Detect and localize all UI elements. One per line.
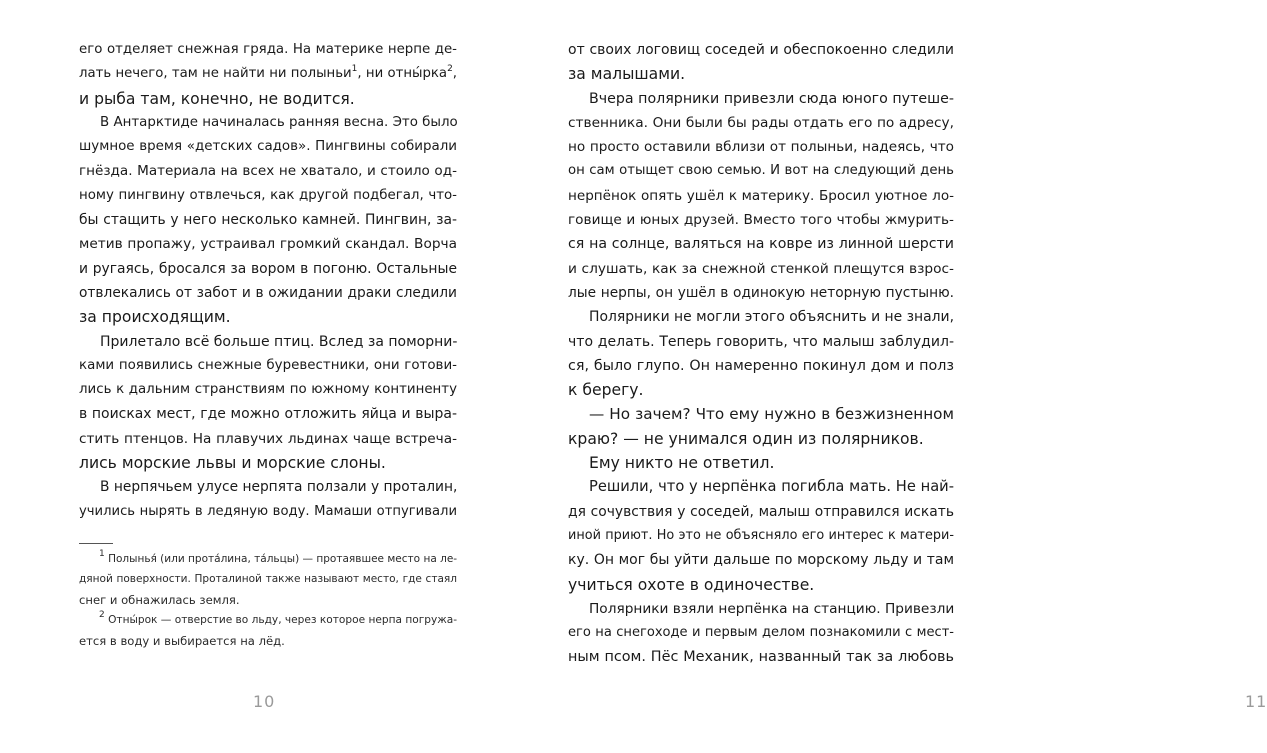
- footnote-1-marker: 1: [99, 549, 105, 559]
- text-line: учились нырять в ледяную воду. Мамаши отпугивали: [79, 503, 457, 519]
- text-line: Решили, что у нерпёнка погибла мать. Не най-: [589, 478, 954, 496]
- text-segment: , ни отны́рка: [357, 66, 448, 82]
- text-line: ся, было глупо. Он намеренно покинул дом и полз: [568, 357, 954, 374]
- footnote-1-line: дяной поверхности. Проталиной также называют место, где стаял: [79, 573, 457, 586]
- text-line: ся на солнце, валяться на ковре из линной шерсти: [568, 236, 954, 253]
- text-line: ному пингвину отвлечься, как другой подбегал, что-: [79, 187, 457, 203]
- text-line: но просто оставили вблизи от полыньи, надеясь, что: [568, 139, 954, 156]
- footnotes: [79, 549, 457, 651]
- footnote-ref-1[interactable]: 1: [351, 64, 358, 75]
- left-page: [0, 0, 500, 753]
- text-line: в поисках мест, где можно отложить яйца и выра-: [79, 406, 457, 423]
- text-line: краю? — не унимался один из полярников.: [568, 429, 924, 448]
- text-line: Полярники не могли этого объяснить и не знали,: [589, 309, 954, 326]
- footnote-2-line: ется в воду и выбирается на лёд.: [79, 633, 285, 648]
- text-line: учиться охоте в одиночестве.: [568, 575, 815, 594]
- page-number-left: 10: [253, 692, 276, 711]
- text-line: шумное время «детских садов». Пингвины собирали: [79, 139, 457, 155]
- footnote-1-line: снег и обнажилась земля.: [79, 592, 240, 607]
- text-line: отвлекались от забот и в ожидании драки следили: [79, 284, 457, 301]
- footnote-1-line: [79, 549, 457, 569]
- text-line: — Но зачем? Что ему нужно в безжизненном: [589, 405, 954, 424]
- text-line: за малышами.: [568, 65, 686, 84]
- footnote-2-marker: 2: [99, 610, 105, 621]
- text-segment: лать нечего, там не найти ни полыньи: [79, 66, 352, 82]
- text-line: ственника. Они были бы рады отдать его по адресу,: [568, 114, 954, 131]
- text-line: говище и юных друзей. Вместо того чтобы жмурить-: [568, 212, 954, 229]
- text-line: и рыба там, конечно, не водится.: [79, 89, 355, 108]
- text-line: его отделяет снежная гряда. На материке нерпе де-: [79, 42, 457, 57]
- text-line: он сам отыщет свою семью. И вот на следующий день: [568, 163, 954, 179]
- text-line: что делать. Теперь говорить, что малыш заблудил-: [568, 333, 954, 350]
- text-line: нерпёнок опять ушёл к материку. Бросил уютное ло-: [568, 187, 954, 204]
- text-line: лые нерпы, он ушёл в одинокую неторную пустыню.: [568, 284, 954, 301]
- left-page-text: [79, 38, 457, 524]
- text-line: лись морские львы и морские слоны.: [79, 454, 386, 473]
- text-line: его на снегоходе и первым делом познакомили с мест-: [568, 625, 954, 641]
- text-line: к берегу.: [568, 381, 644, 400]
- text-line-with-footnote-refs: [79, 62, 457, 86]
- text-line: ку. Он мог бы уйти дальше по морскому льду и там: [568, 552, 954, 569]
- text-line: метив пропажу, устраивал громкий скандал. Ворча: [79, 236, 457, 253]
- text-line: гнёзда. Материала на всех не хватало, и стоило од-: [79, 163, 457, 180]
- footnote-text: Полынья́ (или прота́лина, та́льцы) — протаявшее место на ле-: [108, 553, 458, 565]
- right-page: [500, 0, 1267, 753]
- text-line: В Антарктиде начиналась ранняя весна. Это было: [100, 114, 458, 130]
- text-line: Ему никто не ответил.: [589, 454, 775, 473]
- text-line: иной приют. Но это не объясняло его интерес к матери-: [568, 527, 954, 543]
- text-line: дя сочувствия у соседей, малыш отправился искать: [568, 503, 954, 520]
- footnote-text: Отны́рок — отверстие во льду, через которое нерпа погружа-: [108, 614, 458, 627]
- footnote-2-line: [79, 610, 457, 630]
- text-line: за происходящим.: [79, 308, 231, 327]
- text-line: стить птенцов. На плавучих льдинах чаще встреча-: [79, 430, 457, 447]
- text-line: ным псом. Пёс Механик, названный так за любовь: [568, 649, 954, 666]
- footnote-ref-2[interactable]: 2: [447, 64, 453, 75]
- text-line: Вчера полярники привезли сюда юного путеше-: [589, 90, 954, 107]
- right-page-text: [568, 38, 954, 670]
- text-line: Полярники взяли нерпёнка на станцию. Привезли: [589, 600, 955, 617]
- footnote-divider: [79, 543, 113, 544]
- text-line: ками появились снежные буревестники, они готови-: [79, 357, 457, 373]
- text-line: В нерпячьем улусе нерпята ползали у проталин,: [100, 479, 458, 496]
- text-line: лись к дальним странствиям по южному континенту: [79, 382, 457, 398]
- text-segment: ,: [452, 66, 458, 82]
- text-line: Прилетало всё больше птиц. Вслед за поморни-: [100, 333, 458, 350]
- text-line: и ругаясь, бросался за вором в погоню. Остальные: [79, 260, 457, 277]
- text-line: от своих логовищ соседей и обеспокоенно следили: [568, 42, 954, 58]
- text-line: бы стащить у него несколько камней. Пингвин, за-: [79, 212, 457, 229]
- page-number-right: 11: [1245, 692, 1267, 711]
- text-line: и слушать, как за снежной стенкой плещутся взрос-: [568, 260, 954, 277]
